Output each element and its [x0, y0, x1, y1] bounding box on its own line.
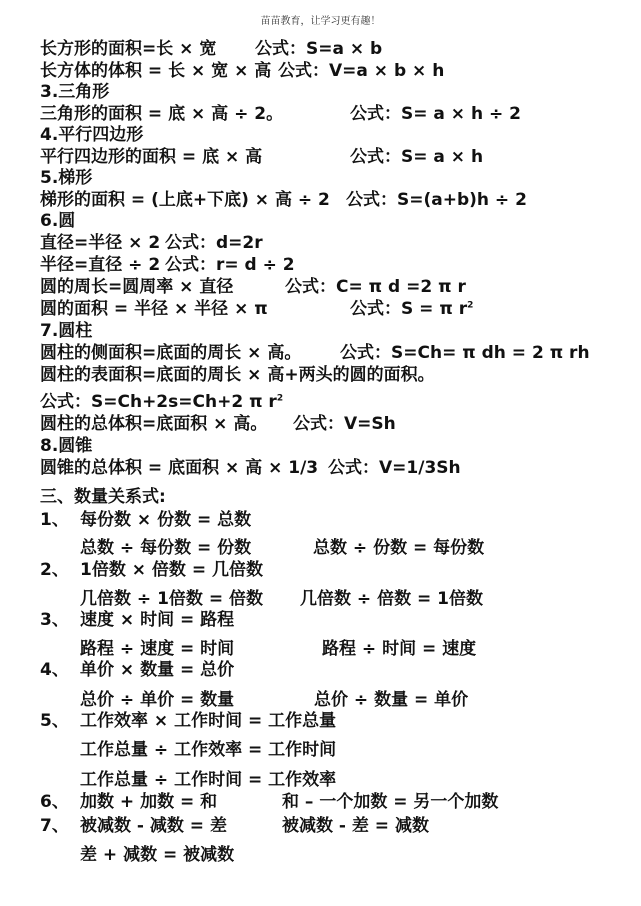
relations-heading: 三、数量关系式:: [40, 487, 166, 507]
relation-5-sub-b: 工作总量 ÷ 工作时间 = 工作效率: [80, 770, 337, 790]
relation-3-num: 3、: [40, 610, 69, 630]
relation-5-num: 5、: [40, 711, 69, 731]
trapezoid-area-formula: 公式：S=(a+b)h ÷ 2: [346, 190, 527, 210]
cone-heading: 8.圆锥: [40, 436, 93, 456]
parallelogram-area-formula: 公式：S= a × h: [350, 147, 484, 167]
relation-2-sub-b: 几倍数 ÷ 倍数 = 1倍数: [300, 589, 483, 609]
relation-7-right: 被减数 - 差 = 减数: [282, 816, 429, 836]
circle-area-exponent: 2: [467, 300, 474, 311]
relation-1-num: 1、: [40, 510, 69, 530]
trapezoid-heading: 5.梯形: [40, 168, 93, 188]
relation-6-main: 加数 + 加数 = 和: [80, 792, 218, 812]
relation-2-num: 2、: [40, 560, 69, 580]
triangle-heading: 3.三角形: [40, 82, 110, 102]
circle-area-text: 圆的面积 = 半径 × 半径 × π: [40, 299, 268, 319]
circle-area-formula-main: 公式：S = π r: [350, 299, 468, 319]
cone-volume-formula: 公式：V=1/3Sh: [328, 458, 461, 478]
relation-6-right: 和 – 一个加数 = 另一个加数: [282, 792, 499, 812]
radius-formula: 公式：r= d ÷ 2: [165, 255, 295, 275]
relation-4-main: 单价 × 数量 = 总价: [80, 660, 235, 680]
cuboid-volume-formula: 公式：V=a × b × h: [278, 61, 445, 81]
page-header: 苗苗教育，让学习更有趣！: [260, 16, 381, 27]
relation-6-num: 6、: [40, 792, 69, 812]
cylinder-surface-text: 圆柱的表面积=底面的周长 × 高+两头的圆的面积。: [40, 365, 435, 385]
circumference-formula: 公式：C= π d =2 π r: [285, 277, 466, 297]
circle-area-formula: [350, 298, 473, 320]
circle-heading: 6.圆: [40, 211, 76, 231]
relation-7-main: 被减数 - 减数 = 差: [80, 816, 227, 836]
relation-7-sub: 差 + 减数 = 被减数: [80, 845, 235, 865]
parallelogram-area-text: 平行四边形的面积 = 底 × 高: [40, 147, 263, 167]
relation-5-sub-a: 工作总量 ÷ 工作效率 = 工作时间: [80, 740, 337, 760]
circumference-text: 圆的周长=圆周率 × 直径: [40, 277, 234, 297]
relation-7-num: 7、: [40, 816, 69, 836]
cuboid-volume-text: 长方体的体积 = 长 × 宽 × 高: [40, 61, 272, 81]
relation-1-sub-b: 总数 ÷ 份数 = 每份数: [313, 538, 485, 558]
cylinder-surface-formula: [40, 391, 283, 413]
relation-3-sub-a: 路程 ÷ 速度 = 时间: [80, 639, 235, 659]
rect-area-formula: 公式：S=a × b: [255, 39, 383, 59]
triangle-area-text: 三角形的面积 = 底 × 高 ÷ 2。: [40, 104, 284, 124]
cone-volume-text: 圆锥的总体积 = 底面积 × 高 × 1/3: [40, 458, 319, 478]
cylinder-volume-formula: 公式：V=Sh: [293, 414, 396, 434]
relation-3-sub-b: 路程 ÷ 时间 = 速度: [322, 639, 477, 659]
relation-1-main: 每份数 × 份数 = 总数: [80, 510, 252, 530]
relation-2-sub-a: 几倍数 ÷ 1倍数 = 倍数: [80, 589, 263, 609]
relation-4-sub-b: 总价 ÷ 数量 = 单价: [314, 690, 469, 710]
triangle-area-formula: 公式：S= a × h ÷ 2: [350, 104, 521, 124]
cylinder-side-text: 圆柱的侧面积=底面的周长 × 高。: [40, 343, 302, 363]
cylinder-side-formula: 公式：S=Ch= π dh = 2 π rh: [340, 343, 590, 363]
relation-2-main: 1倍数 × 倍数 = 几倍数: [80, 560, 263, 580]
relation-4-num: 4、: [40, 660, 69, 680]
cylinder-surface-formula-main: 公式：S=Ch+2s=Ch+2 π r: [40, 392, 277, 412]
rect-area-text: 长方形的面积=长 × 宽: [40, 39, 217, 59]
cylinder-heading: 7.圆柱: [40, 321, 93, 341]
relation-1-sub-a: 总数 ÷ 每份数 = 份数: [80, 538, 252, 558]
diameter-text: 直径=半径 × 2: [40, 233, 161, 253]
relation-5-main: 工作效率 × 工作时间 = 工作总量: [80, 711, 337, 731]
relation-3-main: 速度 × 时间 = 路程: [80, 610, 235, 630]
radius-text: 半径=直径 ÷ 2: [40, 255, 161, 275]
parallelogram-heading: 4.平行四边形: [40, 125, 144, 145]
cylinder-volume-text: 圆柱的总体积=底面积 × 高。: [40, 414, 268, 434]
cylinder-surface-exponent: 2: [276, 393, 284, 404]
trapezoid-area-text: 梯形的面积 = (上底+下底) × 高 ÷ 2: [40, 190, 330, 210]
relation-4-sub-a: 总价 ÷ 单价 = 数量: [80, 690, 235, 710]
diameter-formula: 公式：d=2r: [165, 233, 263, 253]
